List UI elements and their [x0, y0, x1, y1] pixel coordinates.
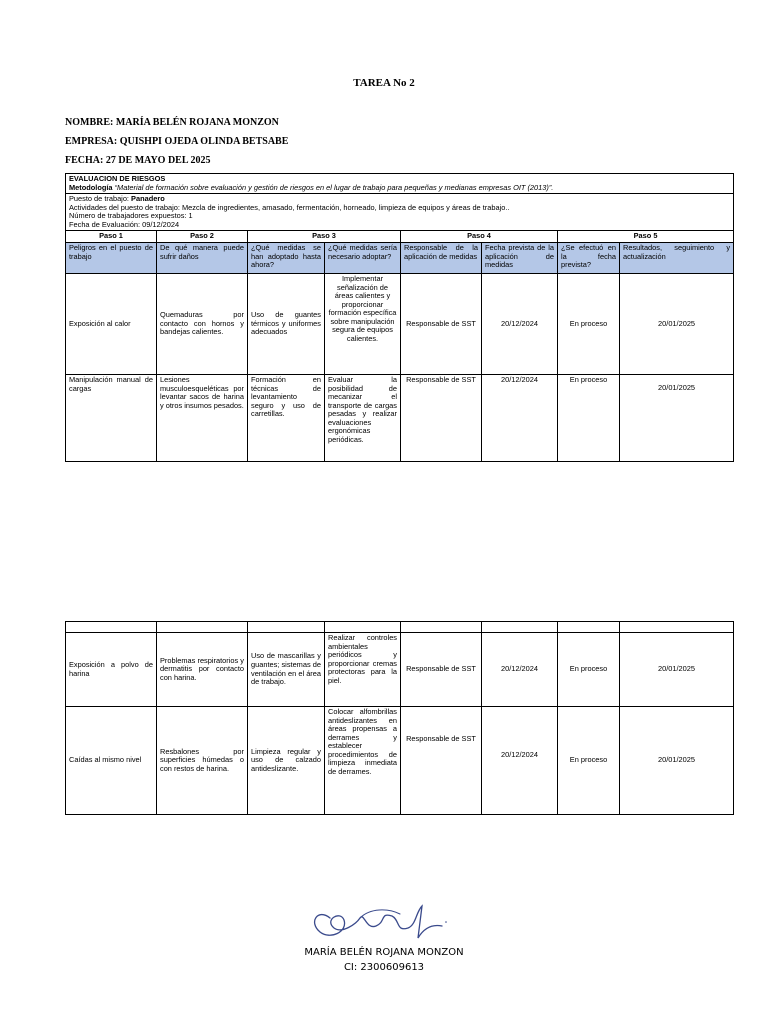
puesto-block [66, 194, 734, 231]
dano-cell: Resbalones por superficies húmedas o con restos de harina. [157, 707, 248, 815]
empty-cell [620, 622, 734, 633]
trabajadores-line: Número de trabajadores expuestos: 1 [69, 211, 193, 221]
puesto-value: Panadero [131, 194, 165, 204]
resultados-cell: 20/01/2025 [620, 633, 734, 707]
medidas-actuales-cell: Limpieza regular y uso de calzado antideslizante. [248, 707, 325, 815]
col-responsable: Responsable de la aplicación de medidas [401, 243, 482, 274]
medidas-necesarias-cell: Realizar controles ambientales periódicos y proporcionar cremas protectoras para la piel. [325, 633, 401, 707]
responsable-cell: Responsable de SST [401, 375, 482, 462]
empty-cell [558, 622, 620, 633]
paso-1-header: Paso 1 [66, 231, 157, 243]
table-row [66, 633, 734, 707]
dano-cell: Lesiones musculoesqueléticas por levantar sacos de harina y otros insumos pesados. [157, 375, 248, 462]
col-medidas-necesarias: ¿Qué medidas sería necesario adoptar? [325, 243, 401, 274]
table-row [66, 707, 734, 815]
peligro-cell: Exposición a polvo de harina [66, 633, 157, 707]
paso-5-header: Paso 5 [558, 231, 734, 243]
table-row [66, 375, 734, 462]
col-peligros: Peligros en el puesto de trabajo [66, 243, 157, 274]
fecha-prevista-cell: 20/12/2024 [482, 633, 558, 707]
empty-cell [401, 622, 482, 633]
dano-cell: Quemaduras por contacto con hornos y bandejas calientes. [157, 274, 248, 375]
paso-3-header: Paso 3 [248, 231, 401, 243]
risk-table-page1 [65, 173, 734, 462]
medidas-necesarias-cell: Evaluar la posibilidad de mecanizar el transporte de cargas pesadas y realizar evaluaciones ergonómicas periódicas. [325, 375, 401, 462]
medidas-actuales-cell: Uso de guantes térmicos y uniformes adecuados [248, 274, 325, 375]
signature-name: MARÍA BELÉN ROJANA MONZON [304, 947, 464, 958]
col-medidas-actuales: ¿Qué medidas se han adoptado hasta ahora? [248, 243, 325, 274]
col-efectuo: ¿Se efectuó en la fecha prevista? [558, 243, 620, 274]
peligro-cell: Manipulación manual de cargas [66, 375, 157, 462]
empty-cell [66, 622, 157, 633]
empty-cell [325, 622, 401, 633]
fecha-prevista-cell: 20/12/2024 [482, 274, 558, 375]
document-title: TAREA No 2 [353, 77, 415, 89]
resultados-cell: 20/01/2025 [620, 707, 734, 815]
medidas-necesarias-cell: Implementar señalización de áreas calientes y proporcionar formación específica sobre manipulación segura de equipos calientes. [325, 274, 401, 375]
fecha-line: FECHA: 27 DE MAYO DEL 2025 [65, 155, 211, 166]
fecha-prevista-cell: 20/12/2024 [482, 375, 558, 462]
metodologia-line [69, 184, 730, 193]
table-row [66, 274, 734, 375]
resultados-cell: 20/01/2025 [620, 375, 734, 462]
efectuo-cell: En proceso [558, 707, 620, 815]
empty-cell [482, 622, 558, 633]
risk-table-page2 [65, 621, 734, 815]
paso-2-header: Paso 2 [157, 231, 248, 243]
empty-row [66, 622, 734, 633]
efectuo-cell: En proceso [558, 375, 620, 462]
responsable-cell: Responsable de SST [401, 633, 482, 707]
responsable-cell: Responsable de SST [401, 707, 482, 815]
efectuo-cell: En proceso [558, 274, 620, 375]
fecha-prevista-cell: 20/12/2024 [482, 707, 558, 815]
header-block [66, 174, 734, 194]
medidas-actuales-cell: Uso de mascarillas y guantes; sistemas de ventilación en el área de trabajo. [248, 633, 325, 707]
col-resultados: Resultados, seguimiento y actualización [620, 243, 734, 274]
metodologia-text: “Material de formación sobre evaluación y gestión de riesgos en el lugar de trabajo para pequeñas y medianas empresas OIT (2013)”. [114, 182, 554, 192]
signature-ci: CI: 2300609613 [343, 962, 425, 973]
empty-cell [157, 622, 248, 633]
efectuo-cell: En proceso [558, 633, 620, 707]
empresa-line: EMPRESA: QUISHPI OJEDA OLINDA BETSABE [65, 136, 289, 147]
paso-4-header: Paso 4 [401, 231, 558, 243]
peligro-cell: Exposición al calor [66, 274, 157, 375]
empty-cell [248, 622, 325, 633]
resultados-cell: 20/01/2025 [620, 274, 734, 375]
dano-cell: Problemas respiratorios y dermatitis por contacto con harina. [157, 633, 248, 707]
header-title: EVALUACION DE RIESGOS [69, 174, 166, 183]
actividades-line: Actividades del puesto de trabajo: Mezcla de ingredientes, amasado, fermentación, horneado, limpieza de equipos y áreas de trabajo.. [69, 202, 510, 212]
responsable-cell: Responsable de SST [401, 274, 482, 375]
metodologia-label: Metodología [69, 182, 113, 192]
col-danos: De qué manera puede sufrir daños [157, 243, 248, 274]
nombre-line: NOMBRE: MARÍA BELÉN ROJANA MONZON [65, 117, 279, 128]
peligro-cell: Caídas al mismo nivel [66, 707, 157, 815]
puesto-label: Puesto de trabajo: [69, 194, 132, 204]
col-fecha-prevista: Fecha prevista de la aplicación de medidas [482, 243, 558, 274]
fecha-evaluacion-line: Fecha de Evaluación: 09/12/2024 [69, 219, 180, 229]
medidas-necesarias-cell: Colocar alfombrillas antideslizantes en áreas propensas a derrames y establecer procedimientos de limpieza inmediata de derrames. [325, 707, 401, 815]
handwritten-signature [300, 898, 460, 946]
medidas-actuales-cell: Formación en técnicas de levantamiento seguro y uso de carretillas. [248, 375, 325, 462]
